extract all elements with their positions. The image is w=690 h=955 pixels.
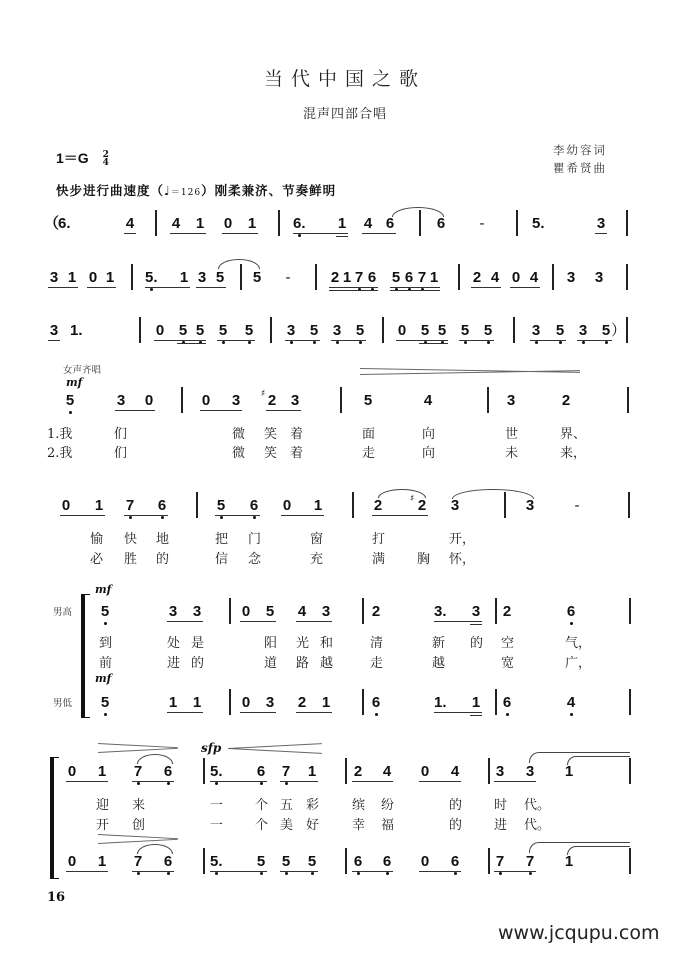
note: 5 xyxy=(483,322,493,339)
note: 0 xyxy=(201,392,211,409)
barline xyxy=(626,264,628,290)
note: 2 xyxy=(353,763,363,780)
lyric: 到 xyxy=(99,636,113,651)
lyric: 空 xyxy=(501,636,515,651)
barline xyxy=(513,317,515,343)
barline xyxy=(382,317,384,343)
key-signature xyxy=(56,148,109,168)
staff-bracket xyxy=(50,757,59,879)
note: 6. xyxy=(293,215,306,232)
tenor-label: 男高 xyxy=(53,607,73,618)
note: 2 xyxy=(330,269,340,286)
note: 1 xyxy=(192,694,202,711)
lyric: 着 xyxy=(290,446,304,461)
barline xyxy=(139,317,141,343)
note: 3 xyxy=(525,763,535,780)
lyric: 的 xyxy=(449,798,463,813)
barline xyxy=(495,689,497,715)
note: 1 xyxy=(105,269,115,286)
note: 1 xyxy=(195,215,205,232)
note: 1. xyxy=(70,322,83,339)
note: 4 xyxy=(363,215,373,232)
section-label: 女声齐唱 xyxy=(63,365,102,376)
note: 6 xyxy=(404,269,414,286)
lyric: 气， xyxy=(565,636,592,651)
decrescendo-hairpin xyxy=(98,839,178,844)
lyric: 信 xyxy=(215,552,229,567)
lyric: 代。 xyxy=(524,798,551,813)
barline xyxy=(487,387,489,413)
tie xyxy=(137,844,173,854)
barline xyxy=(488,848,490,874)
barline xyxy=(345,758,347,784)
note: 0 xyxy=(420,853,430,870)
lyric: 美 xyxy=(280,818,294,833)
note: 0 xyxy=(511,269,521,286)
barline xyxy=(203,758,205,784)
time-bottom: 4 xyxy=(102,158,109,169)
lyric: 走 xyxy=(362,446,376,461)
dynamic-mf: mf xyxy=(66,376,83,389)
lyric: 迎 xyxy=(96,798,110,813)
note: 0 xyxy=(144,392,154,409)
note: 6 xyxy=(502,694,512,711)
lyric: 纷 xyxy=(381,798,395,813)
bass-label: 男低 xyxy=(53,698,73,709)
note: 2 xyxy=(561,392,571,409)
barline xyxy=(626,317,628,343)
note: 1 xyxy=(564,763,574,780)
lyric: 面 xyxy=(362,427,376,442)
dash: - xyxy=(574,497,580,514)
barline xyxy=(315,264,317,290)
note: 1 xyxy=(168,694,178,711)
note: 1 xyxy=(67,269,77,286)
barline xyxy=(552,264,554,290)
note: 5 xyxy=(391,269,401,286)
note: 1 xyxy=(321,694,331,711)
note: 1 xyxy=(429,269,439,286)
note: 5. xyxy=(210,853,223,870)
lyric: 来 xyxy=(132,798,146,813)
note: 6 xyxy=(353,853,363,870)
lyric: 进 xyxy=(494,818,508,833)
note: 1 xyxy=(337,215,347,232)
note: 5 xyxy=(195,322,205,339)
note: 5 xyxy=(309,322,319,339)
time-signature xyxy=(103,151,109,167)
barline xyxy=(516,210,518,236)
note: 2 xyxy=(502,603,512,620)
sharp-icon: ♯ xyxy=(410,494,415,504)
note: 3 xyxy=(450,497,460,514)
lyric: 的 xyxy=(156,552,170,567)
note: 5 xyxy=(218,322,228,339)
note: 5 xyxy=(307,853,317,870)
note: 7 xyxy=(133,853,143,870)
lyric: 来， xyxy=(560,446,587,461)
note: 0 xyxy=(241,694,251,711)
note: 6. xyxy=(58,215,71,232)
note: 5 xyxy=(355,322,365,339)
lyric: 念 xyxy=(248,552,262,567)
note: 6 xyxy=(249,497,259,514)
barline xyxy=(340,387,342,413)
song-title: 当代中国之歌 xyxy=(263,68,426,90)
lyric: 们 xyxy=(114,446,128,461)
note: 5 xyxy=(252,269,262,286)
note: 2 xyxy=(472,269,482,286)
tie xyxy=(218,259,260,269)
barline xyxy=(629,689,631,715)
note: 4 xyxy=(171,215,181,232)
tie xyxy=(567,846,630,855)
note: 3 xyxy=(192,603,202,620)
lyric: 好 xyxy=(306,818,320,833)
note: 7 xyxy=(133,763,143,780)
note: 7 xyxy=(354,269,364,286)
sharp-icon: ♯ xyxy=(261,389,266,399)
note: 7 xyxy=(125,497,135,514)
quarter-note-icon: ♩ xyxy=(164,183,171,198)
note: 3 xyxy=(168,603,178,620)
note: 5 xyxy=(363,392,373,409)
lyricist-credit: 李幼容词 xyxy=(553,143,607,157)
lyric: 门 xyxy=(248,532,262,547)
crescendo-hairpin xyxy=(228,748,322,754)
note: 0 xyxy=(282,497,292,514)
note: 5 xyxy=(100,603,110,620)
note: 3 xyxy=(231,392,241,409)
close-paren: ） xyxy=(611,322,627,339)
barline xyxy=(628,492,630,518)
lyric: 向 xyxy=(422,427,436,442)
note: 5 xyxy=(420,322,430,339)
lyric: 的 xyxy=(449,818,463,833)
note: 0 xyxy=(397,322,407,339)
lyric: 宽 xyxy=(501,656,515,671)
note: 0 xyxy=(223,215,233,232)
note: 1 xyxy=(97,853,107,870)
lyric: 窗 xyxy=(310,532,324,547)
barline xyxy=(229,689,231,715)
lyric: 前 xyxy=(99,656,113,671)
note: 2 xyxy=(267,392,277,409)
barline xyxy=(278,210,280,236)
barline xyxy=(627,387,629,413)
lyric: 广， xyxy=(565,656,592,671)
note: 6 xyxy=(256,763,266,780)
barline xyxy=(626,210,628,236)
note: 6 xyxy=(163,853,173,870)
lyric: 笑 xyxy=(264,427,278,442)
note: 4 xyxy=(297,603,307,620)
tempo-bpm: ＝126 xyxy=(170,188,202,198)
note: 4 xyxy=(529,269,539,286)
note: 5 xyxy=(601,322,611,339)
lyric: 进 xyxy=(167,656,181,671)
lyric: 走 xyxy=(370,656,384,671)
note: 4 xyxy=(450,763,460,780)
dash: - xyxy=(285,269,291,286)
note: 5 xyxy=(555,322,565,339)
tie xyxy=(378,489,426,498)
note: 3 xyxy=(286,322,296,339)
barline xyxy=(504,492,506,518)
lyric: 的 xyxy=(470,636,484,651)
barline xyxy=(270,317,272,343)
barline xyxy=(196,492,198,518)
open-paren: （ xyxy=(44,215,60,232)
note: 3 xyxy=(49,269,59,286)
note: 3 xyxy=(578,322,588,339)
lyric: 开 xyxy=(96,818,110,833)
lyric: 一 xyxy=(210,818,224,833)
staff-bracket xyxy=(81,594,90,718)
lyric: 向 xyxy=(422,446,436,461)
barline xyxy=(352,492,354,518)
lyric: 着 xyxy=(290,427,304,442)
tie xyxy=(567,756,630,765)
lyric: 愉 xyxy=(90,532,104,547)
decrescendo-hairpin xyxy=(98,748,178,753)
note: 4 xyxy=(382,763,392,780)
lyric: 胜 xyxy=(124,552,138,567)
note: 3 xyxy=(265,694,275,711)
note: 6 xyxy=(371,694,381,711)
note: 3 xyxy=(471,603,481,620)
lyric: 把 xyxy=(215,532,229,547)
page-number: 16 xyxy=(47,890,66,905)
barline xyxy=(203,848,205,874)
lyric: 阳 xyxy=(264,636,278,651)
note: 1 xyxy=(564,853,574,870)
lyric: 彩 xyxy=(306,798,320,813)
lyric: 笑 xyxy=(264,446,278,461)
note: 6 xyxy=(436,215,446,232)
note: 3 xyxy=(525,497,535,514)
note: 0 xyxy=(420,763,430,780)
note: 5 xyxy=(65,392,75,409)
lyric: 新 xyxy=(432,636,446,651)
note: 0 xyxy=(88,269,98,286)
note: 3 xyxy=(594,269,604,286)
barline xyxy=(362,689,364,715)
barline xyxy=(155,210,157,236)
barline xyxy=(458,264,460,290)
barline xyxy=(495,598,497,624)
lyric: 道 xyxy=(264,656,278,671)
note: 1 xyxy=(179,269,189,286)
note: 5 xyxy=(100,694,110,711)
note: 3 xyxy=(596,215,606,232)
note: 4 xyxy=(423,392,433,409)
barline xyxy=(419,210,421,236)
lyric: 是 xyxy=(191,636,205,651)
barline xyxy=(131,264,133,290)
lyric: 怀， xyxy=(449,552,476,567)
lyric: 清 xyxy=(370,636,384,651)
barline xyxy=(181,387,183,413)
note: 2 xyxy=(297,694,307,711)
note: 5 xyxy=(216,497,226,514)
note: 1 xyxy=(342,269,352,286)
barline xyxy=(345,848,347,874)
lyric: 满 xyxy=(372,552,386,567)
lyric: 微 xyxy=(232,446,246,461)
note: 5 xyxy=(215,269,225,286)
lyric: 的 xyxy=(191,656,205,671)
note: 0 xyxy=(241,603,251,620)
note: 0 xyxy=(61,497,71,514)
lyric: 处 xyxy=(167,636,181,651)
note: 6 xyxy=(163,763,173,780)
tempo-expression: ）刚柔兼济、节奏鲜明 xyxy=(201,183,337,198)
note: 3 xyxy=(116,392,126,409)
tempo-marking xyxy=(56,181,336,199)
note: 1 xyxy=(247,215,257,232)
note: 3 xyxy=(506,392,516,409)
lyric: 缤 xyxy=(352,798,366,813)
note: 1 xyxy=(471,694,481,711)
note: 3 xyxy=(332,322,342,339)
note: 4 xyxy=(566,694,576,711)
barline xyxy=(629,848,631,874)
dynamic-sfp: sfp xyxy=(201,741,222,755)
note: 5 xyxy=(178,322,188,339)
note: 6 xyxy=(566,603,576,620)
time-top: 2 xyxy=(102,150,109,161)
barline xyxy=(629,758,631,784)
lyric: 和 xyxy=(320,636,334,651)
note: 5 xyxy=(256,853,266,870)
note: 6 xyxy=(450,853,460,870)
lyric: 1.我 xyxy=(47,427,73,442)
lyric: 个 xyxy=(255,818,269,833)
note: 1 xyxy=(307,763,317,780)
note: 6 xyxy=(382,853,392,870)
note: 3 xyxy=(321,603,331,620)
barline xyxy=(240,264,242,290)
note: 3 xyxy=(290,392,300,409)
lyric: 界、 xyxy=(560,427,587,442)
note: 1 xyxy=(94,497,104,514)
note: 0 xyxy=(155,322,165,339)
dash: - xyxy=(479,215,485,232)
note: 5 xyxy=(281,853,291,870)
lyric: 开， xyxy=(449,532,476,547)
note: 0 xyxy=(67,763,77,780)
key-text: 1＝G xyxy=(56,150,89,166)
note: 2 xyxy=(373,497,383,514)
barline xyxy=(362,598,364,624)
note: 5 xyxy=(437,322,447,339)
note: 2 xyxy=(417,497,427,514)
lyric: 充 xyxy=(310,552,324,567)
song-subtitle: 混声四部合唱 xyxy=(302,107,387,122)
lyric: 越 xyxy=(320,656,334,671)
tempo-text: 快步进行曲速度（ xyxy=(56,183,165,198)
lyric: 幸 xyxy=(352,818,366,833)
note: 0 xyxy=(67,853,77,870)
note: 3 xyxy=(197,269,207,286)
lyric: 福 xyxy=(381,818,395,833)
lyric: 微 xyxy=(232,427,246,442)
note: 3 xyxy=(566,269,576,286)
lyric: 一 xyxy=(210,798,224,813)
lyric: 打 xyxy=(372,532,386,547)
lyric: 地 xyxy=(156,532,170,547)
note: 4 xyxy=(490,269,500,286)
note: 7 xyxy=(281,763,291,780)
note: 5 xyxy=(244,322,254,339)
tie xyxy=(137,754,173,764)
note: 3 xyxy=(495,763,505,780)
note: 6 xyxy=(367,269,377,286)
lyric: 越 xyxy=(432,656,446,671)
note: 7 xyxy=(495,853,505,870)
composer-credit: 瞿希贤曲 xyxy=(553,161,607,175)
lyric: 创 xyxy=(132,818,146,833)
lyric: 世 xyxy=(505,427,519,442)
note: 7 xyxy=(417,269,427,286)
lyric: 快 xyxy=(124,532,138,547)
lyric: 胸 xyxy=(417,552,431,567)
lyric: 2.我 xyxy=(47,446,73,461)
note: 5 xyxy=(460,322,470,339)
dynamic-mf: mf xyxy=(95,672,112,685)
tie xyxy=(452,489,534,499)
note: 6 xyxy=(385,215,395,232)
lyric: 时 xyxy=(494,798,508,813)
lyric: 五 xyxy=(280,798,294,813)
lyric: 们 xyxy=(114,427,128,442)
note: 3. xyxy=(434,603,447,620)
barline xyxy=(229,598,231,624)
note: 7 xyxy=(525,853,535,870)
note: 4 xyxy=(125,215,135,232)
note: 5. xyxy=(210,763,223,780)
note: 6 xyxy=(157,497,167,514)
lyric: 代。 xyxy=(524,818,551,833)
lyric: 光 xyxy=(296,636,310,651)
note: 3 xyxy=(49,322,59,339)
watermark-link[interactable]: www.jcqupu.com xyxy=(498,922,660,944)
dynamic-mf: mf xyxy=(95,583,112,596)
note: 2 xyxy=(371,603,381,620)
lyric: 必 xyxy=(90,552,104,567)
note: 5. xyxy=(532,215,545,232)
barline xyxy=(488,758,490,784)
note: 5. xyxy=(145,269,158,286)
lyric: 路 xyxy=(296,656,310,671)
note: 1 xyxy=(97,763,107,780)
note: 1 xyxy=(313,497,323,514)
lyric: 未 xyxy=(505,446,519,461)
note: 3 xyxy=(531,322,541,339)
note: 5 xyxy=(265,603,275,620)
note: 1. xyxy=(434,694,447,711)
barline xyxy=(629,598,631,624)
lyric: 个 xyxy=(255,798,269,813)
